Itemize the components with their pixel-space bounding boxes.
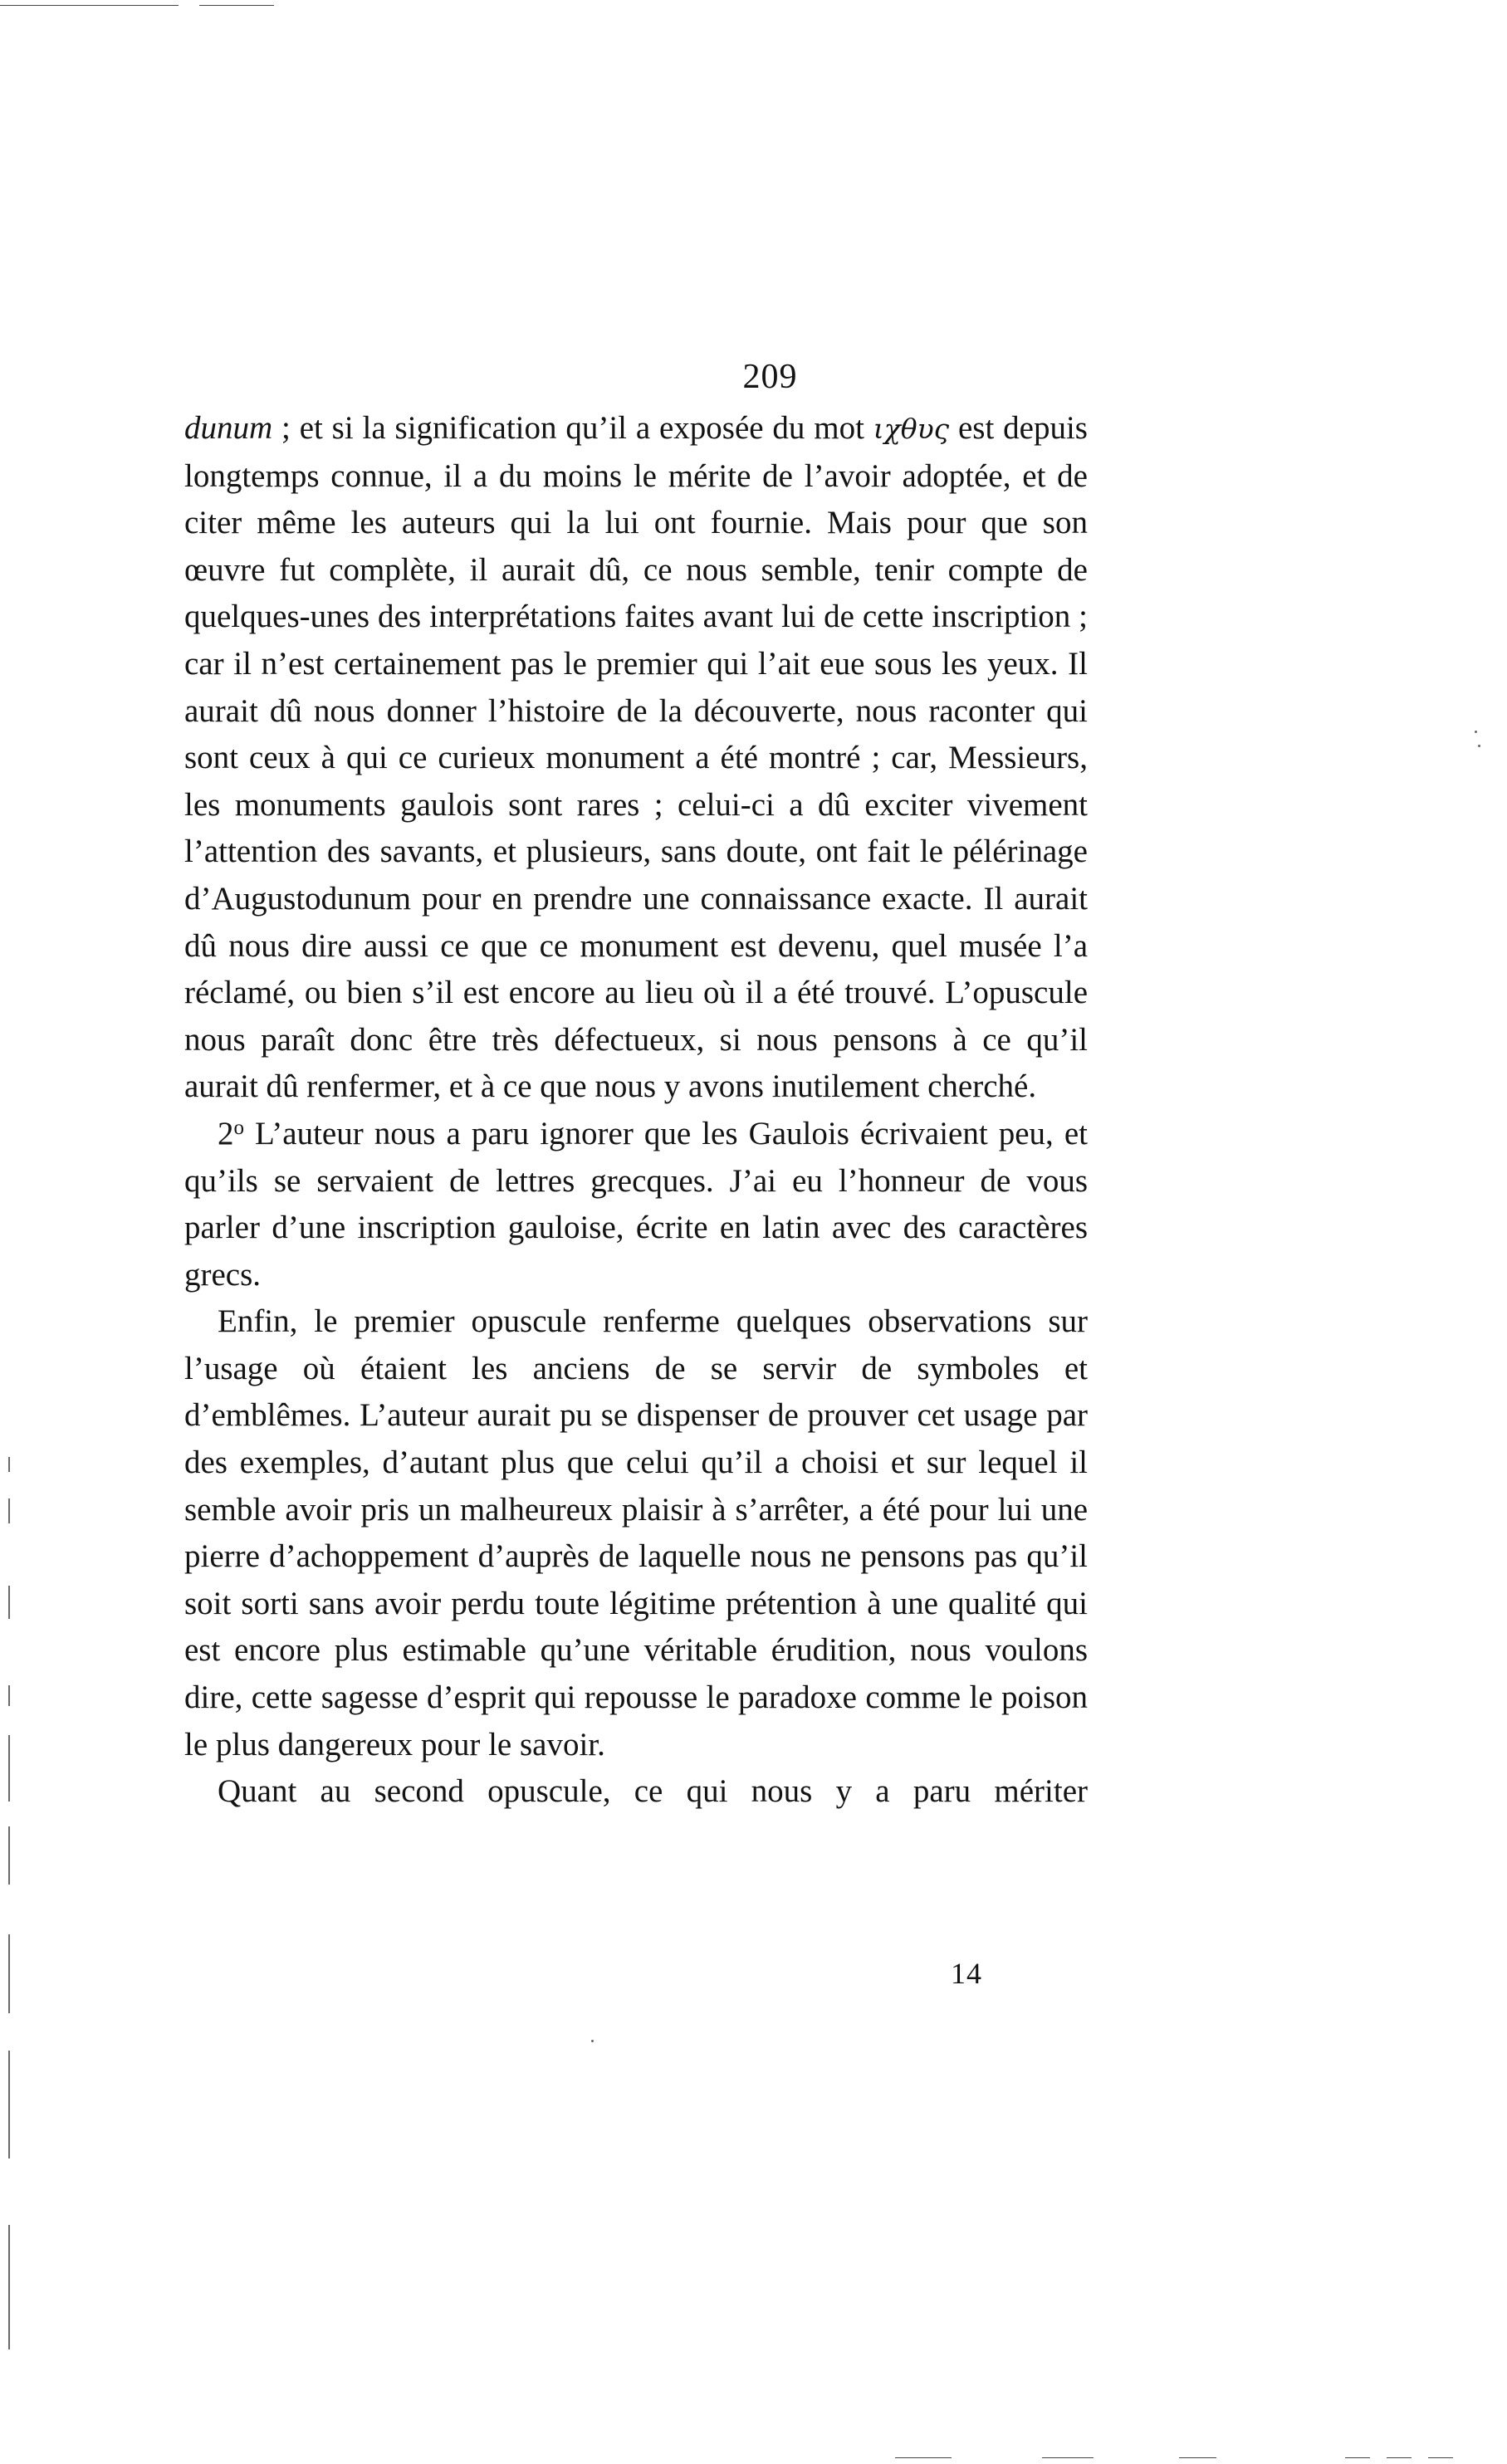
margin-tick	[8, 1457, 10, 1472]
bottom-edge-rule	[1179, 2457, 1216, 2458]
margin-tick	[8, 1826, 10, 1885]
top-edge-rule	[0, 5, 179, 6]
margin-tick	[8, 1934, 10, 2013]
scan-speck	[591, 2040, 594, 2042]
bottom-edge-rule	[1345, 2457, 1370, 2458]
scan-speck	[1475, 731, 1477, 733]
margin-tick	[8, 1685, 10, 1706]
signature-mark: 14	[951, 1957, 982, 1990]
margin-tick	[8, 1735, 10, 1802]
bottom-edge-rule	[1428, 2457, 1453, 2458]
paragraph-2-text: L’auteur nous a paru ignorer que les Gaulois écrivaient peu, et qu’ils se servaient de lettres grecques. J’ai eu l’honneur de vous parler d’une inscription gauloise, écrite en latin avec des caractères grecs.	[184, 1115, 1088, 1293]
scan-speck	[1478, 745, 1480, 747]
paragraph-2-ordinal-suffix: o	[233, 1116, 244, 1139]
paragraph-4: Quant au second opuscule, ce qui nous y a paru mériter	[218, 1773, 1088, 1810]
bottom-edge-rule	[1387, 2457, 1412, 2458]
paragraph-1-text-rest: est depuis longtemps connue, il a du moins le mérite de l’avoir adoptée, et de citer même les auteurs qui la lui ont fournie. Mais pour que son œuvre fut complète, il aurait dû, ce nous semble, tenir compte de quelques-unes des interprétations faites avant lui de cette inscription ; car il n’est certainement pas le premier qui l’ait eue sous les yeux. Il aurait dû nous donner l’histoire de la découverte, nous raconter qui sont ceux à qui ce curieux monument a été montré ; car, Messieurs, les monuments gaulois sont rares ; celui-ci a dû exciter vivement l’attention des savants, et plusieurs, sans doute, ont fait le pélérinage d’Augustodunum pour en prendre une connaissance exacte. Il aurait dû nous dire aussi ce que ce monument est devenu, quel musée l’a réclamé, ou bien s’il est encore au lieu où il a été trouvé. L’opuscule nous paraît donc être très défectueux, si nous pensons à ce qu’il aurait dû renfermer, et à ce que nous y avons inutilement cherché.	[184, 410, 1088, 1105]
paragraph-1-text-start: ; et si la signification qu’il a exposée du mot	[272, 410, 873, 446]
paragraph-1-lead-word: dunum	[184, 410, 273, 446]
paragraph-3: Enfin, le premier opuscule renferme quelques observations sur l’usage où étaient les anciens de se servir de symboles et d’emblêmes. L’auteur aurait pu se dispenser de prouver cet usage par des exemples, d’autant plus que celui qu’il a choisi et sur lequel il semble avoir pris un malheureux plaisir à s’arrêter, a été pour lui une pierre d’achoppement d’auprès de laquelle nous ne pensons pas qu’il soit sorti sans avoir perdu toute légitime prétention à une qualité qui est encore plus estimable qu’une véritable érudition, nous voulons dire, cette sagesse d’esprit qui repousse le paradoxe comme le poison le plus dangereux pour le savoir.	[184, 1303, 1088, 1762]
bottom-edge-rule	[895, 2457, 952, 2458]
margin-tick	[8, 2051, 10, 2158]
paragraph-1	[184, 405, 1088, 1111]
margin-tick	[8, 1586, 10, 1619]
top-edge-rule	[199, 5, 274, 6]
paragraph-2	[184, 1111, 1088, 1298]
page-number: 209	[742, 358, 798, 396]
margin-tick	[8, 1498, 10, 1523]
paragraph-2-ordinal: 2	[218, 1115, 234, 1151]
margin-tick	[8, 2225, 10, 2349]
bottom-edge-rule	[1042, 2457, 1094, 2458]
greek-word: ιχθυς	[873, 413, 950, 445]
body-text	[184, 405, 1088, 1816]
